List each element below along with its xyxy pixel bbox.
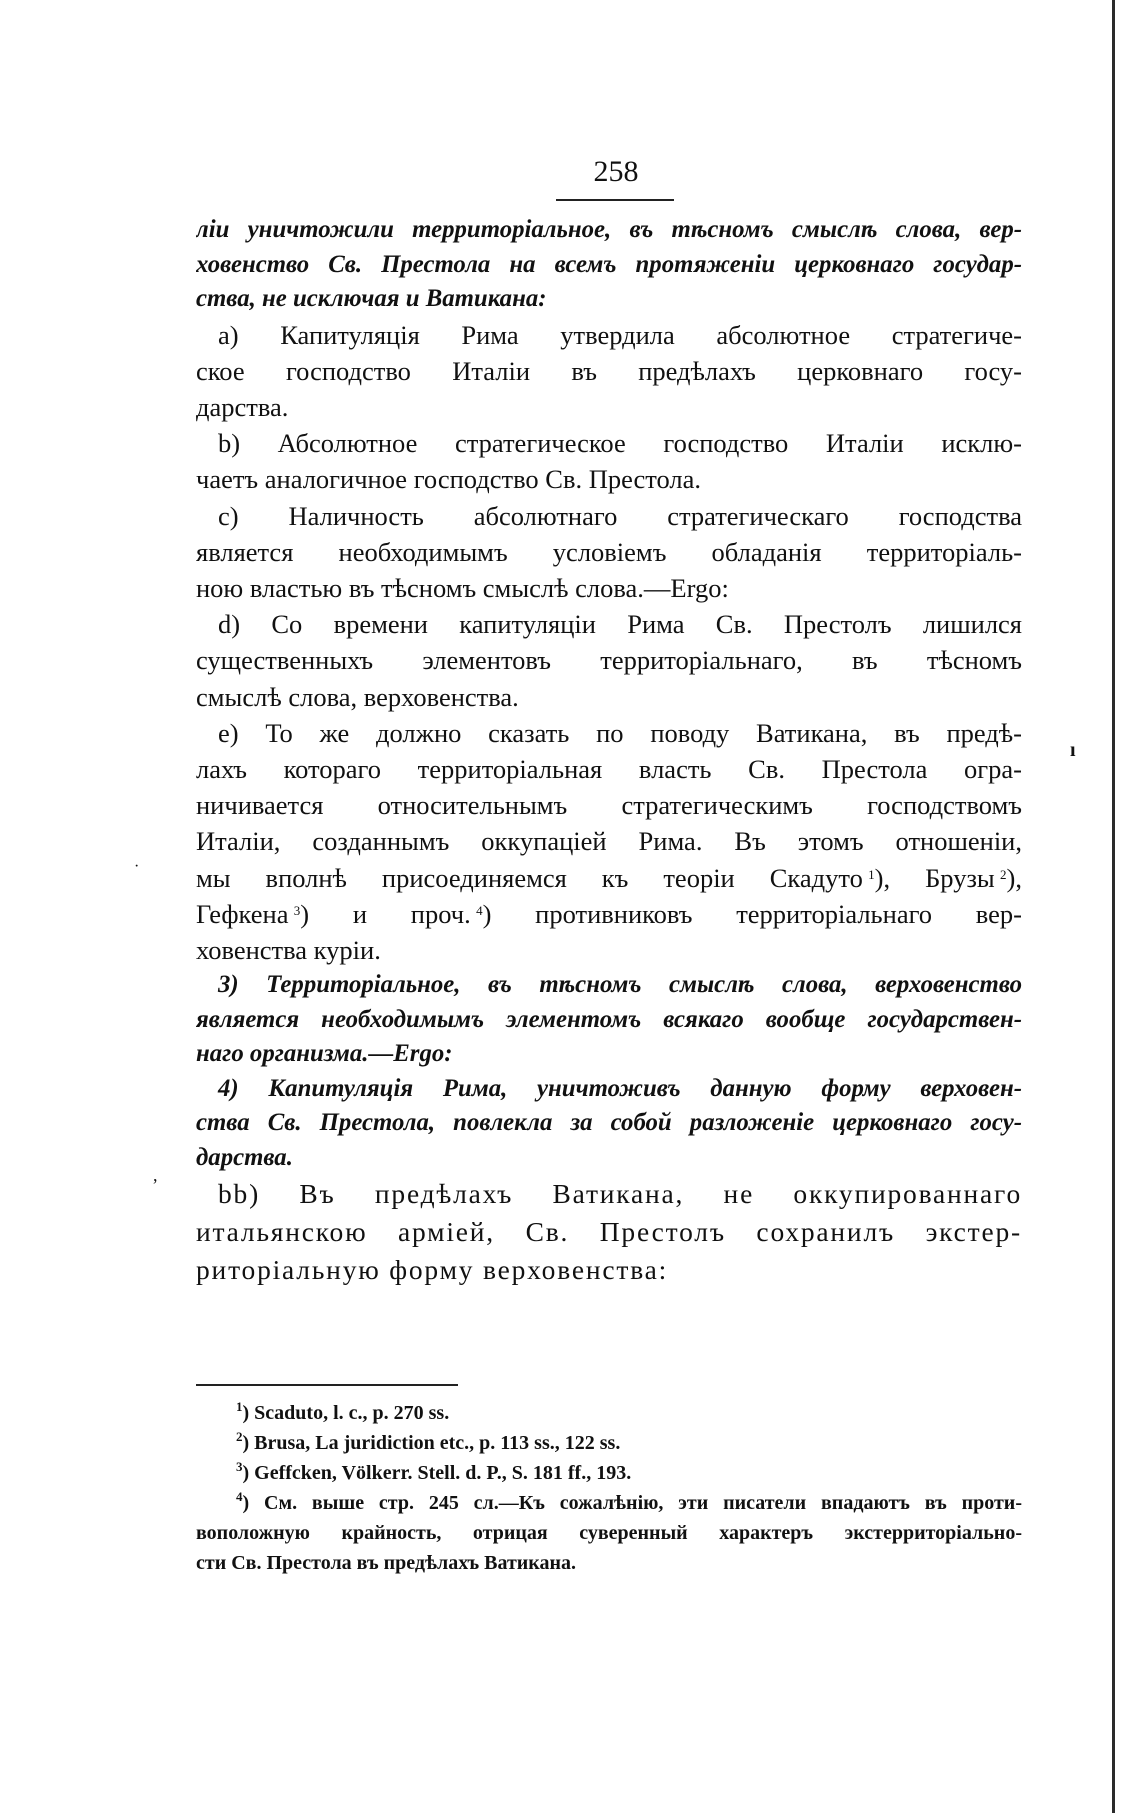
footnote-mark: 4 — [236, 1489, 243, 1504]
paragraph-d-line: d) Со времени капитуляціи Рима Св. Престолъ лишился — [218, 609, 1022, 640]
paragraph-c-line: c) Наличность абсолютнаго стратегическаго господства — [218, 500, 1022, 531]
paragraph-a-line: a) Капитуляція Рима утвердила абсолютное стратегиче- — [218, 319, 1022, 350]
text-segment: ) противниковъ территоріальнаго вер- — [482, 898, 1022, 929]
margin-comma: , — [153, 1165, 158, 1185]
footnote-text: Scaduto, l. c., p. 270 ss. — [254, 1402, 450, 1424]
page-edge-rule — [1112, 0, 1115, 1813]
footnote-1: $^1$) Scaduto, l. c., p. 270 ss. — [236, 1399, 450, 1424]
paragraph-e-line: ховенства куріи. — [196, 934, 381, 965]
footnote-4-continued: сти Св. Престола въ предѣлахъ Ватикана. — [196, 1552, 577, 1574]
paragraph-3-line: наго организма.—Ergo: — [196, 1040, 453, 1068]
paragraph-e-line: лахъ котораго территоріальная власть Св. Престола огра- — [196, 753, 1022, 784]
main-text — [196, 213, 1022, 1289]
paragraph-a-line: дарства. — [196, 391, 289, 422]
text-segment: ) и проч. — [300, 898, 471, 929]
paragraph-e-line — [196, 896, 1022, 932]
footnote-2: $^2$) Brusa, La juridiction etc., p. 113 ss., 122 ss. — [236, 1429, 621, 1454]
margin-dot: · — [134, 858, 140, 875]
paragraph-d-line: смыслѣ слова, верховенства. — [196, 681, 519, 712]
paragraph-bb-line: риторіальную форму верховенства: — [196, 1254, 669, 1286]
paragraph-4-line: 4) Капитуляція Рима, уничтоживъ данную форму верховен- — [218, 1074, 1022, 1102]
paragraph-3-line: 3) Территоріальное, въ тѣсномъ смыслѣ слова, верховенство — [218, 971, 1022, 999]
paragraph-4-line: дарства. — [196, 1143, 293, 1171]
text-segment: Гефкена — [196, 898, 289, 929]
text-line: ліи уничтожили территоріальное, въ тѣсномъ смыслѣ слова, вер- — [196, 216, 1022, 243]
text-segment: мы вполнѣ присоединяемся къ теоріи Скадуто — [196, 862, 863, 893]
footnote-mark: 2 — [1000, 866, 1007, 882]
margin-mark: ı — [1070, 739, 1076, 761]
page-number-rule — [556, 199, 674, 201]
paragraph-b-line: b) Абсолютное стратегическое господство Италіи исклю- — [218, 428, 1022, 459]
paragraph-e-line — [196, 860, 1022, 896]
text-segment: ), Брузы — [874, 862, 995, 893]
footnote-3: $^3$) Geffcken, Völkerr. Stell. d. P., S. 181 ff., 193. — [236, 1459, 632, 1484]
text-line: ства, не исключая и Ватикана: — [196, 285, 547, 312]
paragraph-a-line: ское господство Италіи въ предѣлахъ церковнаго госу- — [196, 355, 1022, 386]
footnote-mark: 3 — [293, 902, 301, 918]
paragraph-d-line: существенныхъ элементовъ территоріальнаго, въ тѣсномъ — [196, 645, 1022, 676]
footnote-text: Brusa, La juridiction etc., p. 113 ss., 122 ss. — [254, 1432, 621, 1454]
paragraph-3-line: является необходимымъ элементомъ всякаго вообще государствен- — [196, 1005, 1022, 1033]
footnote-text: См. выше стр. 245 сл.—Къ сожалѣнію, эти писатели впадаютъ въ проти- — [264, 1492, 1022, 1514]
footnotes — [196, 1398, 1022, 1578]
footnote-text: Geffcken, Völkerr. Stell. d. P., S. 181 ff., 193. — [254, 1462, 632, 1484]
footnote-mark: 2 — [236, 1429, 243, 1444]
paragraph-4-line: ства Св. Престола, повлекла за собой разложеніе церковнаго госу- — [196, 1109, 1022, 1137]
footnote-separator — [196, 1384, 458, 1386]
footnote-mark: 3 — [236, 1459, 243, 1474]
footnote-4-continued: воположную крайность, отрицая суверенный характеръ экстерриторіально- — [196, 1522, 1022, 1544]
paragraph-e-line: ничивается относительнымъ стратегическимъ господствомъ — [196, 790, 1022, 821]
text-segment: ), — [1006, 862, 1022, 893]
footnote-mark: 1 — [236, 1399, 243, 1414]
paragraph-e-line: e) То же должно сказать по поводу Ватикана, въ предѣ- — [218, 717, 1022, 748]
paragraph-bb-line: итальянскою арміей, Св. Престолъ сохранилъ экстер- — [196, 1216, 1022, 1248]
paragraph-c-line: ною властью въ тѣсномъ смыслѣ слова.—Ergo: — [196, 572, 729, 603]
text-line: ховенство Св. Престола на всемъ протяженіи церковнаго государ- — [196, 250, 1022, 278]
paragraph-c-line: является необходимымъ условіемъ обладанія территоріаль- — [196, 536, 1022, 567]
footnote-4: $^4$) См. выше стр. 245 сл.—Къ сожалѣнію, эти писатели впадаютъ въ проти- — [236, 1489, 1022, 1514]
paragraph-bb-line: bb) Въ предѣлахъ Ватикана, не оккупированнаго — [218, 1178, 1022, 1210]
footnote-mark: 1 — [868, 866, 875, 882]
paragraph-e-line: Италіи, созданнымъ оккупаціей Рима. Въ этомъ отношеніи, — [196, 826, 1022, 857]
paragraph-b-line: чаетъ аналогичное господство Св. Престола. — [196, 464, 702, 495]
page-number: 258 — [593, 155, 639, 188]
footnote-mark: 4 — [476, 902, 483, 918]
